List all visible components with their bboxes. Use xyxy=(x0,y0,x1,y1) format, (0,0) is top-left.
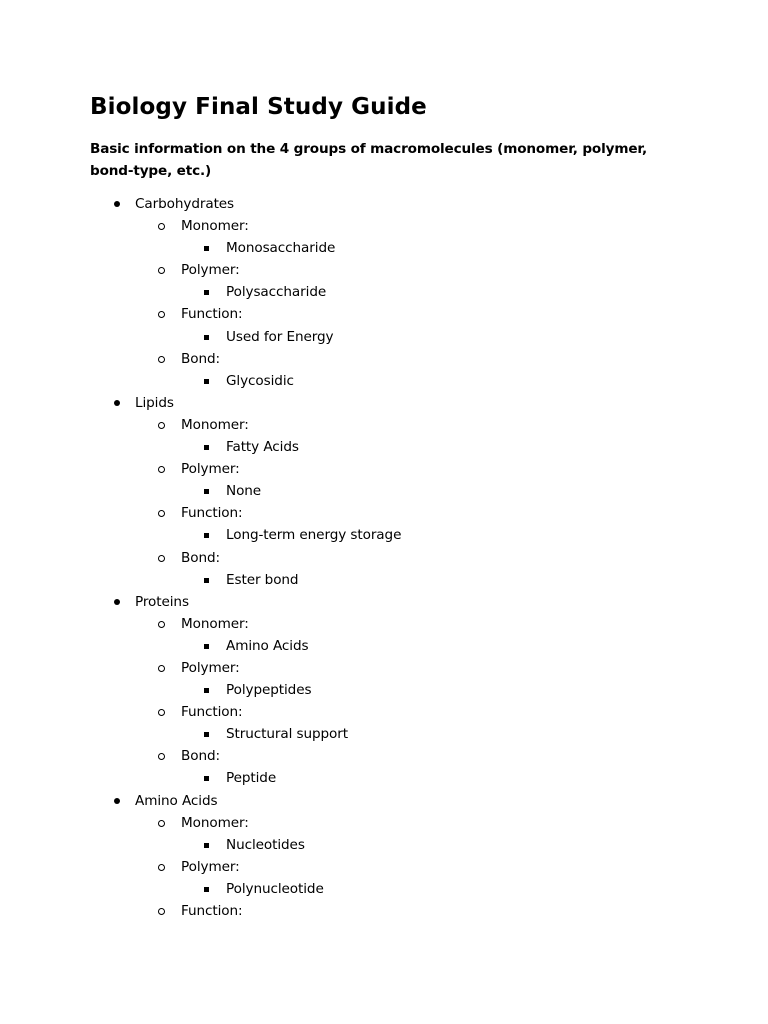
list-item-text: Function: xyxy=(181,306,243,323)
square-bullet-icon xyxy=(203,723,215,745)
circle-bullet-icon xyxy=(158,613,170,635)
list-item-text: Carbohydrates xyxy=(135,196,235,212)
circle-bullet-icon xyxy=(158,657,170,679)
list-item-text: Monomer: xyxy=(181,218,249,235)
outline-value-item xyxy=(0,834,768,856)
list-item-text: Fatty Acids xyxy=(226,439,299,456)
list-item-text: Used for Energy xyxy=(226,328,334,345)
circle-bullet-icon xyxy=(158,303,170,325)
outline-property-item xyxy=(0,502,768,524)
outline-category-item xyxy=(0,790,768,812)
outline-property-item xyxy=(0,547,768,569)
outline-value-item xyxy=(0,723,768,745)
outline-value-item xyxy=(0,281,768,303)
square-bullet-icon xyxy=(203,767,215,789)
list-item-text: Glycosidic xyxy=(226,372,294,389)
list-item-text: Polypeptides xyxy=(226,682,312,699)
outline-value-item xyxy=(0,436,768,458)
disc-bullet-icon xyxy=(113,591,125,613)
outline-property-item xyxy=(0,613,768,635)
list-item-text: None xyxy=(226,483,262,500)
list-item-text: Monomer: xyxy=(181,416,249,433)
outline-value-item xyxy=(0,480,768,502)
outline-category-item xyxy=(0,392,768,414)
circle-bullet-icon xyxy=(158,812,170,834)
circle-bullet-icon xyxy=(158,215,170,237)
list-item-text: Function: xyxy=(181,704,243,721)
outline-value-item xyxy=(0,370,768,392)
list-item-text: Bond: xyxy=(181,350,220,367)
outline-property-item xyxy=(0,856,768,878)
outline-value-item xyxy=(0,237,768,259)
list-item-text: Polynucleotide xyxy=(226,880,324,897)
outline-value-item xyxy=(0,635,768,657)
circle-bullet-icon xyxy=(158,745,170,767)
circle-bullet-icon xyxy=(158,900,170,922)
square-bullet-icon xyxy=(203,524,215,546)
list-item-text: Bond: xyxy=(181,549,220,566)
list-item-text: Polysaccharide xyxy=(226,284,327,301)
list-item-text: Ester bond xyxy=(226,571,299,588)
disc-bullet-icon xyxy=(113,392,125,414)
circle-bullet-icon xyxy=(158,701,170,723)
outline-category-item xyxy=(0,193,768,215)
list-item-text: Function: xyxy=(181,903,243,919)
list-item-text: Bond: xyxy=(181,748,220,765)
outline-property-item xyxy=(0,812,768,834)
circle-bullet-icon xyxy=(158,414,170,436)
outline-property-item xyxy=(0,657,768,679)
outline-value-item xyxy=(0,878,768,900)
list-item-text: Polymer: xyxy=(181,262,240,279)
list-item-text: Function: xyxy=(181,505,243,522)
square-bullet-icon xyxy=(203,480,215,502)
square-bullet-icon xyxy=(203,679,215,701)
outline-value-item xyxy=(0,767,768,789)
list-item-text: Amino Acids xyxy=(135,792,218,809)
circle-bullet-icon xyxy=(158,259,170,281)
outline-property-item xyxy=(0,259,768,281)
list-item-text: Polymer: xyxy=(181,461,240,478)
outline-property-item xyxy=(0,348,768,370)
square-bullet-icon xyxy=(203,635,215,657)
macromolecule-outline xyxy=(0,193,768,922)
list-item-text: Peptide xyxy=(226,770,277,787)
square-bullet-icon xyxy=(203,281,215,303)
list-item-text: Amino Acids xyxy=(226,637,309,654)
outline-value-item xyxy=(0,524,768,546)
square-bullet-icon xyxy=(203,326,215,348)
circle-bullet-icon xyxy=(158,856,170,878)
outline-value-item xyxy=(0,569,768,591)
square-bullet-icon xyxy=(203,370,215,392)
outline-property-item xyxy=(0,900,768,922)
list-item-text: Monomer: xyxy=(181,615,249,632)
list-item-text: Monosaccharide xyxy=(226,240,336,257)
circle-bullet-icon xyxy=(158,547,170,569)
circle-bullet-icon xyxy=(158,458,170,480)
outline-value-item xyxy=(0,679,768,701)
outline-property-item xyxy=(0,303,768,325)
outline-property-item xyxy=(0,701,768,723)
list-item-text: Lipids xyxy=(135,394,174,411)
square-bullet-icon xyxy=(203,834,215,856)
outline-category-item xyxy=(0,591,768,613)
outline-value-item xyxy=(0,326,768,348)
square-bullet-icon xyxy=(203,878,215,900)
circle-bullet-icon xyxy=(158,502,170,524)
list-item-text: Proteins xyxy=(135,593,189,610)
square-bullet-icon xyxy=(203,237,215,259)
list-item-text: Monomer: xyxy=(181,814,249,831)
list-item-text: Polymer: xyxy=(181,858,240,875)
list-item-text: Polymer: xyxy=(181,659,240,676)
outline-property-item xyxy=(0,215,768,237)
disc-bullet-icon xyxy=(113,193,125,215)
circle-bullet-icon xyxy=(158,348,170,370)
list-item-text: Nucleotides xyxy=(226,836,305,853)
outline-property-item xyxy=(0,745,768,767)
outline-property-item xyxy=(0,458,768,480)
list-item-text: Structural support xyxy=(226,726,348,743)
page-subtitle: Basic information on the 4 groups of macromolecules (monomer, polymer, bond-type, etc.) xyxy=(90,141,647,179)
square-bullet-icon xyxy=(203,569,215,591)
square-bullet-icon xyxy=(203,436,215,458)
page-title: Biology Final Study Guide xyxy=(90,94,427,120)
disc-bullet-icon xyxy=(113,790,125,812)
outline-property-item xyxy=(0,414,768,436)
list-item-text: Long-term energy storage xyxy=(226,527,402,544)
